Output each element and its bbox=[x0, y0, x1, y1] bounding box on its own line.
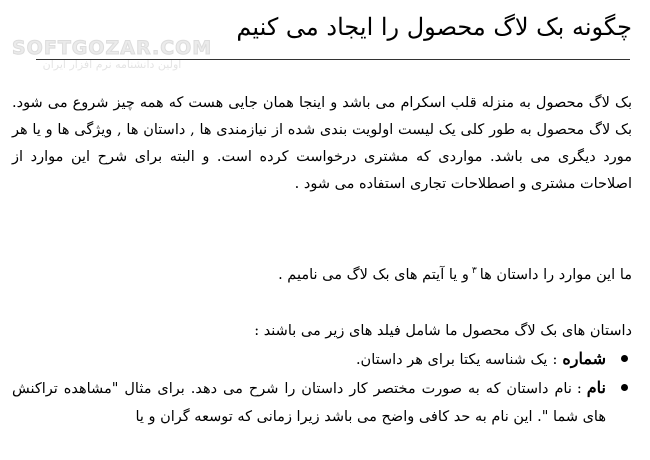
field-term: نام bbox=[586, 378, 606, 397]
stories-text-after: و یا آیتم های بک لاگ می نامیم . bbox=[278, 266, 469, 283]
intro-paragraph: بک لاگ محصول به منزله قلب اسکرام می باشد و اینجا همان جایی هست که همه چیز شروع می شود. بک لاگ محصول به طور کلی یک لیست اولویت بندی شده از نیازمندی ها , داستان ها , ویژگی ها و یا هر مورد دیگری می باشد. مواردی که مشتری درخواست کرده است. و البته برای شرح این موارد از اصلاحات مشتری و اصطلاحات تجاری استفاده می شود . bbox=[12, 95, 632, 192]
watermark-tagline: اولین دانشنامه نرم افزار ایران bbox=[42, 58, 182, 71]
list-item-id-field bbox=[12, 345, 632, 374]
footnote-marker[interactable]: ۳ bbox=[471, 266, 477, 276]
field-separator: : bbox=[576, 381, 582, 397]
field-separator: : bbox=[552, 352, 558, 368]
bullet-icon bbox=[621, 384, 628, 391]
watermark-brand: SOFTGOZAR.COM bbox=[12, 37, 213, 59]
field-description: یک شناسه یکتا برای هر داستان. bbox=[355, 352, 548, 368]
bullet-icon bbox=[621, 355, 628, 362]
field-term: شماره bbox=[562, 349, 606, 368]
field-description: نام داستان که به صورت مختصر کار داستان را شرح می دهد. برای مثال "مشاهده تراکنش های شما ". این نام به حد کافی واضح می باشد زیرا زمانی که توسعه گران و یا bbox=[12, 381, 606, 425]
title-divider bbox=[36, 59, 630, 60]
list-item-name-field bbox=[12, 374, 632, 431]
stories-text-before: ما این موارد را داستان ها bbox=[479, 266, 632, 283]
fields-intro-paragraph: داستان های بک لاگ محصول ما شامل فیلد های زیر می باشند : bbox=[254, 323, 632, 339]
stories-paragraph bbox=[12, 258, 632, 289]
page-title: چگونه بک لاگ محصول را ایجاد می کنیم bbox=[236, 13, 632, 41]
fields-list bbox=[12, 345, 632, 431]
